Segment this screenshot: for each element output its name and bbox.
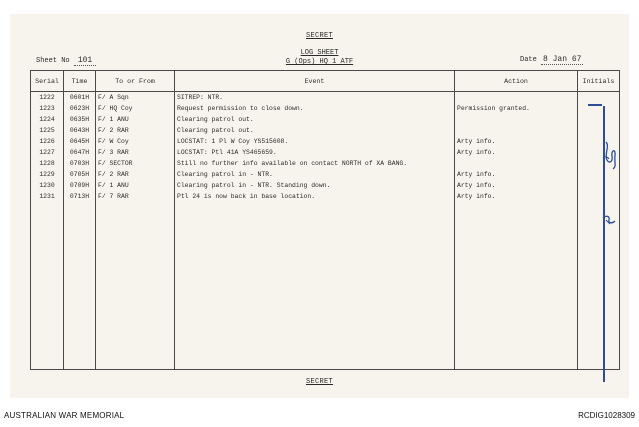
cell-serial: 1229 bbox=[31, 169, 64, 180]
cell-action: Arty info. bbox=[455, 136, 578, 147]
col-header-to-from: To or From bbox=[96, 71, 175, 92]
table-row bbox=[31, 103, 620, 114]
cell-to-from: F/ W Coy bbox=[96, 136, 175, 147]
table-row bbox=[31, 158, 620, 169]
table-row bbox=[31, 92, 620, 104]
col-header-serial: Serial bbox=[31, 71, 64, 92]
cell-to-from: F/ HQ Coy bbox=[96, 103, 175, 114]
table-row bbox=[31, 136, 620, 147]
cell-time: 0643H bbox=[64, 125, 96, 136]
cell-event: Ptl 24 is now back in base location. bbox=[175, 191, 455, 202]
col-header-time: Time bbox=[64, 71, 96, 92]
cell-initials bbox=[578, 191, 620, 202]
cell-time: 0709H bbox=[64, 180, 96, 191]
cell-event: Clearing patrol in - NTR. bbox=[175, 169, 455, 180]
cell-action: Arty info. bbox=[455, 180, 578, 191]
cell-to-from: F/ SECTOR bbox=[96, 158, 175, 169]
cell-event: LOCSTAT: 1 Pl W Coy YS515608. bbox=[175, 136, 455, 147]
table-row bbox=[31, 114, 620, 125]
pen-stroke-hook bbox=[588, 104, 602, 106]
cell-action bbox=[455, 158, 578, 169]
cell-serial: 1225 bbox=[31, 125, 64, 136]
table-row bbox=[31, 169, 620, 180]
cell-to-from: F/ 1 ANU bbox=[96, 114, 175, 125]
filler-cell bbox=[175, 202, 455, 370]
cell-event: Clearing patrol out. bbox=[175, 114, 455, 125]
table-row bbox=[31, 125, 620, 136]
cell-time: 0703H bbox=[64, 158, 96, 169]
cell-event: LOCSTAT: Ptl 41A YS465659. bbox=[175, 147, 455, 158]
table-row bbox=[31, 191, 620, 202]
cell-event: Still no further info available on contact NORTH of XA BANG. bbox=[175, 158, 455, 169]
cell-initials bbox=[578, 92, 620, 104]
cell-serial: 1224 bbox=[31, 114, 64, 125]
cell-serial: 1231 bbox=[31, 191, 64, 202]
log-title-line1: LOG SHEET bbox=[300, 49, 339, 57]
sheet-no-label: Sheet No bbox=[36, 57, 70, 65]
cell-serial: 1228 bbox=[31, 158, 64, 169]
col-header-event: Event bbox=[175, 71, 455, 92]
table-row bbox=[31, 147, 620, 158]
filler-cell bbox=[31, 202, 64, 370]
cell-time: 0705H bbox=[64, 169, 96, 180]
institution-caption: AUSTRALIAN WAR MEMORIAL bbox=[4, 411, 125, 420]
filler-cell bbox=[455, 202, 578, 370]
cell-serial: 1230 bbox=[31, 180, 64, 191]
col-header-initials: Initials bbox=[578, 71, 620, 92]
cell-time: 0601H bbox=[64, 92, 96, 104]
table-row bbox=[31, 180, 620, 191]
cell-time: 0647H bbox=[64, 147, 96, 158]
cell-action bbox=[455, 114, 578, 125]
cell-action: Permission granted. bbox=[455, 103, 578, 114]
cell-event: SITREP: NTR. bbox=[175, 92, 455, 104]
log-sheet-paper bbox=[10, 14, 629, 398]
cell-serial: 1222 bbox=[31, 92, 64, 104]
sheet-date bbox=[520, 55, 583, 64]
classification-bottom: SECRET bbox=[305, 378, 333, 386]
cell-time: 0645H bbox=[64, 136, 96, 147]
cell-action: Arty info. bbox=[455, 169, 578, 180]
record-id-caption: RCDIG1028309 bbox=[578, 411, 635, 420]
cell-action: Arty info. bbox=[455, 191, 578, 202]
cell-event: Clearing patrol out. bbox=[175, 125, 455, 136]
handwritten-initials-icon bbox=[601, 138, 619, 172]
table-header-row bbox=[31, 71, 620, 92]
filler-cell bbox=[96, 202, 175, 370]
cell-action: Arty info. bbox=[455, 147, 578, 158]
classification-top: SECRET bbox=[305, 32, 333, 40]
cell-initials bbox=[578, 125, 620, 136]
cell-to-from: F/ A Sqn bbox=[96, 92, 175, 104]
cell-time: 0713H bbox=[64, 191, 96, 202]
cell-time: 0623H bbox=[64, 103, 96, 114]
cell-serial: 1223 bbox=[31, 103, 64, 114]
cell-event: Request permission to close down. bbox=[175, 103, 455, 114]
cell-to-from: F/ 7 RAR bbox=[96, 191, 175, 202]
cell-action bbox=[455, 125, 578, 136]
date-value: 8 Jan 67 bbox=[543, 55, 582, 64]
cell-to-from: F/ 1 ANU bbox=[96, 180, 175, 191]
cell-to-from: F/ 3 RAR bbox=[96, 147, 175, 158]
cell-initials bbox=[578, 114, 620, 125]
cell-to-from: F/ 2 RAR bbox=[96, 125, 175, 136]
log-title-line2: G (Ops) HQ 1 ATF bbox=[285, 58, 354, 66]
filler-cell bbox=[64, 202, 96, 370]
cell-action bbox=[455, 92, 578, 104]
cell-time: 0635H bbox=[64, 114, 96, 125]
handwritten-mark-icon bbox=[601, 212, 617, 228]
table-filler-row bbox=[31, 202, 620, 370]
cell-to-from: F/ 2 RAR bbox=[96, 169, 175, 180]
cell-initials bbox=[578, 180, 620, 191]
cell-serial: 1227 bbox=[31, 147, 64, 158]
cell-serial: 1226 bbox=[31, 136, 64, 147]
cell-event: Clearing patrol in - NTR. Standing down. bbox=[175, 180, 455, 191]
log-table bbox=[30, 70, 620, 370]
sheet-no-value: 101 bbox=[74, 56, 96, 66]
col-header-action: Action bbox=[455, 71, 578, 92]
date-label: Date bbox=[520, 56, 537, 64]
